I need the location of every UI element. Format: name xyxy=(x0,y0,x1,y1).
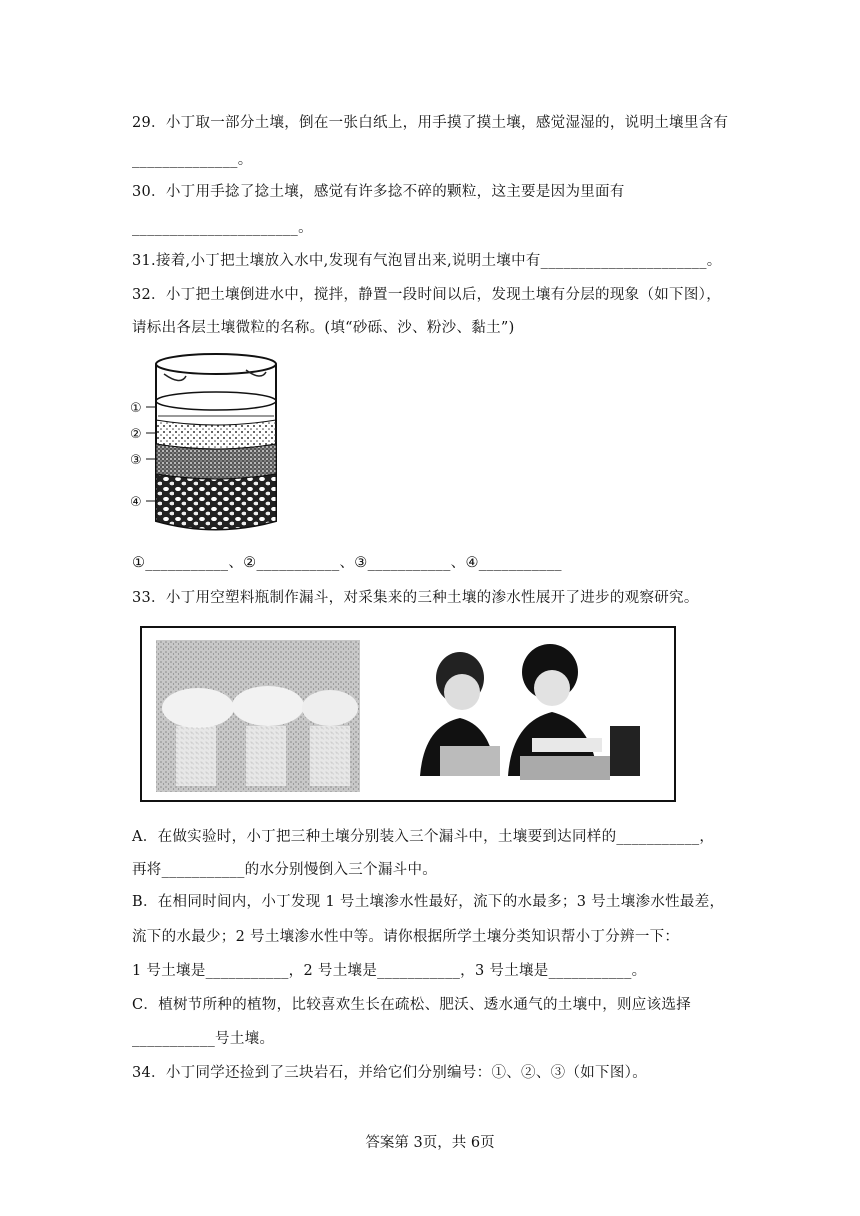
q29-line1: 29．小丁取一部分土壤，倒在一张白纸上，用手摸了摸土壤，感觉湿湿的，说明土壤里含有 xyxy=(132,115,729,131)
q33-b-line3: 1 号土壤是___________，2 号土壤是___________，3 号土壤是___________。 xyxy=(132,963,647,979)
q33-b-line2: 流下的水最少；2 号土壤渗水性中等。请你根据所学土壤分类知识帮小丁分辨一下： xyxy=(132,929,680,945)
q33-c-line2: ___________号土壤。 xyxy=(132,1031,275,1047)
q30-line1: 30．小丁用手捻了捻土壤，感觉有许多捻不碎的颗粒，这主要是因为里面有 xyxy=(132,184,625,200)
q33-a-line1: A．在做实验时，小丁把三种土壤分别装入三个漏斗中，土壤要到达同样的___________， xyxy=(132,829,715,845)
q34-line1: 34．小丁同学还捡到了三块岩石，并给它们分别编号：①、②、③（如下图）。 xyxy=(132,1065,647,1081)
q33-line1: 33．小丁用空塑料瓶制作漏斗，对采集来的三种土壤的渗水性展开了进步的观察研究。 xyxy=(132,590,699,606)
q33-b-line1: B．在相同时间内，小丁发现 1 号土壤渗水性最好，流下的水最多；3 号土壤渗水性最差， xyxy=(132,894,725,910)
q29-line2: ______________。 xyxy=(132,152,253,168)
page-footer: 答案第 3页，共 6页 xyxy=(365,1135,495,1151)
q33-a-line2: 再将___________的水分别慢倒入三个漏斗中。 xyxy=(132,862,438,878)
funnel-experiment-photo xyxy=(140,626,676,802)
layer-label-3: ③ xyxy=(130,453,142,468)
q33-c-line1: C．植树节所种的植物，比较喜欢生长在疏松、肥沃、透水通气的土壤中，则应该选择 xyxy=(132,997,691,1013)
q32-line2: 请标出各层土壤微粒的名称。(填“砂砾、沙、粉沙、黏土”) xyxy=(132,320,515,336)
q32-line1: 32．小丁把土壤倒进水中，搅拌，静置一段时间以后，发现土壤有分层的现象（如下图）， xyxy=(132,287,721,303)
q30-line2: ______________________。 xyxy=(132,220,313,236)
q31-line1: 31.接着,小丁把土壤放入水中,发现有气泡冒出来,说明土壤中有______________________。 xyxy=(132,253,722,269)
layer-label-2: ② xyxy=(130,427,142,442)
layer-label-4: ④ xyxy=(130,495,142,510)
layer-label-1: ① xyxy=(130,401,142,416)
soil-layer-beaker-figure xyxy=(126,346,286,541)
q32-answer-blanks: ①___________、②___________、③___________、④___________ xyxy=(132,555,562,571)
